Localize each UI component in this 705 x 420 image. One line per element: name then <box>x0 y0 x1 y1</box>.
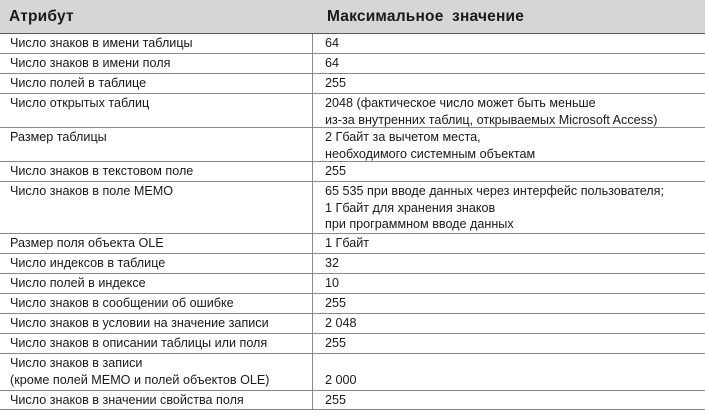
attribute-text: Число индексов в таблице <box>10 256 166 270</box>
table-row <box>0 354 705 391</box>
attribute-cell <box>0 94 313 127</box>
attribute-cell <box>0 391 313 409</box>
table-row <box>0 294 705 314</box>
table-row <box>0 254 705 274</box>
attribute-text: Число знаков в поле MEMO <box>10 184 174 198</box>
attribute-text: Число знаков в записи <box>10 356 143 370</box>
attribute-text: Число полей в таблице <box>10 76 147 90</box>
value-cell <box>313 294 705 313</box>
table-row <box>0 162 705 182</box>
attribute-cell <box>0 334 313 353</box>
attribute-cell <box>0 128 313 161</box>
attribute-text: Размер поля объекта OLE <box>10 236 164 250</box>
attribute-text: Число знаков в текстовом поле <box>10 164 194 178</box>
value-text: 1 Гбайт для хранения знаков <box>325 200 496 215</box>
attribute-cell <box>0 254 313 273</box>
value-text: при программном вводе данных <box>325 217 514 231</box>
value-text: 64 <box>325 36 340 50</box>
value-text: 2 000 <box>325 372 357 387</box>
value-text: 32 <box>325 256 340 270</box>
attribute-cell <box>0 162 313 181</box>
attribute-cell <box>0 34 313 53</box>
attribute-text: Число знаков в имени таблицы <box>10 36 193 50</box>
attribute-text: Число знаков в описании таблицы или поля <box>10 336 268 350</box>
table-header <box>0 0 705 34</box>
value-cell <box>313 54 705 73</box>
value-cell <box>313 334 705 353</box>
attribute-cell <box>0 234 313 253</box>
attribute-cell <box>0 54 313 73</box>
table-row <box>0 34 705 54</box>
value-cell <box>313 128 705 161</box>
value-text: 2 048 <box>325 316 357 330</box>
attribute-text: Число полей в индексе <box>10 276 146 290</box>
value-cell <box>313 94 705 127</box>
value-text: необходимого системным объектам <box>325 146 536 161</box>
attribute-cell <box>0 274 313 293</box>
value-text: 255 <box>325 296 347 310</box>
table-row <box>0 182 705 234</box>
attribute-cell <box>0 354 313 390</box>
attribute-cell <box>0 74 313 93</box>
value-cell <box>313 274 705 293</box>
attribute-cell <box>0 182 313 233</box>
value-cell <box>313 254 705 273</box>
attribute-text: (кроме полей MEMO и полей объектов OLE) <box>10 372 270 387</box>
table-row <box>0 234 705 254</box>
value-text: 255 <box>325 336 347 350</box>
table-row <box>0 94 705 128</box>
value-text: 255 <box>325 164 347 178</box>
table-row <box>0 334 705 354</box>
attribute-text: Число знаков в условии на значение записи <box>10 316 269 330</box>
value-text: 255 <box>325 76 347 90</box>
table-row <box>0 54 705 74</box>
value-cell <box>313 391 705 409</box>
table-row <box>0 274 705 294</box>
value-text: 65 535 при вводе данных через интерфейс пользователя; <box>325 184 664 198</box>
value-cell <box>313 234 705 253</box>
value-text <box>325 355 705 372</box>
header-attribute: Атрибут <box>9 8 74 25</box>
attribute-text: Число знаков в имени поля <box>10 56 171 70</box>
value-text: из-за внутренних таблиц, открываемых Microsoft Access) <box>325 112 658 127</box>
value-text: 2 Гбайт за вычетом места, <box>325 130 481 144</box>
value-cell <box>313 182 705 233</box>
attribute-text: Число открытых таблиц <box>10 96 150 110</box>
table-row <box>0 391 705 410</box>
value-text: 10 <box>325 276 340 290</box>
value-text: 2048 (фактическое число может быть меньше <box>325 96 596 110</box>
attribute-text: Число знаков в значении свойства поля <box>10 393 244 407</box>
value-text: 64 <box>325 56 340 70</box>
table-body <box>0 34 705 410</box>
value-cell <box>313 34 705 53</box>
value-cell <box>313 162 705 181</box>
attribute-text: Размер таблицы <box>10 130 107 144</box>
value-text: 1 Гбайт <box>325 236 370 250</box>
table-row <box>0 74 705 94</box>
value-cell <box>313 314 705 333</box>
value-text: 255 <box>325 393 347 407</box>
value-cell <box>313 74 705 93</box>
value-cell <box>313 354 705 390</box>
table-row <box>0 128 705 162</box>
header-max-value: Максимальное значение <box>327 8 525 25</box>
attribute-cell <box>0 294 313 313</box>
attribute-text: Число знаков в сообщении об ошибке <box>10 296 234 310</box>
table-row <box>0 314 705 334</box>
attribute-cell <box>0 314 313 333</box>
